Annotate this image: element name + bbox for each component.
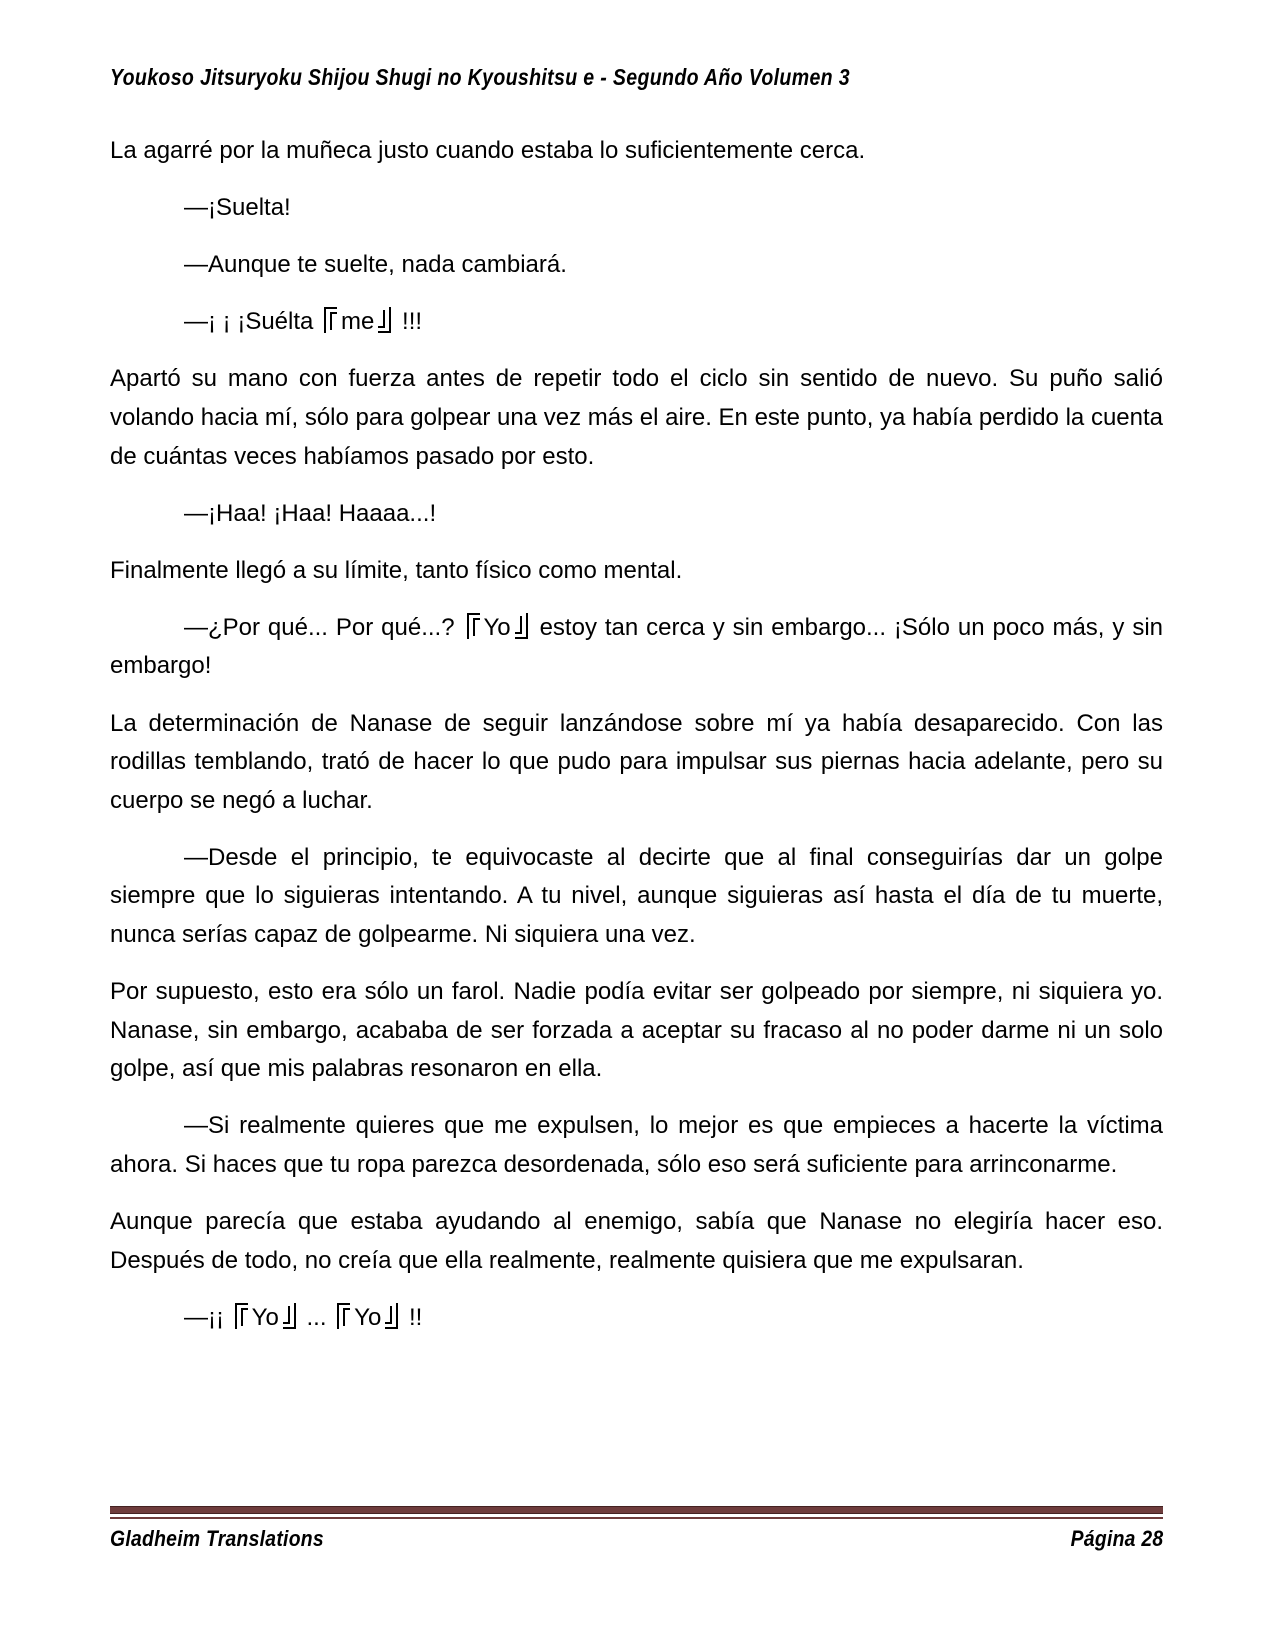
paragraph: La determinación de Nanase de seguir lanzándose sobre mí ya había desaparecido. Con las rodillas temblando, trató de hacer lo que pudo para impulsar sus piernas hacia adelante, pero su cuerpo se negó a luchar. bbox=[110, 709, 1163, 814]
dialogue-line: —Desde el principio, te equivocaste al decirte que al final conseguirías dar un golpe siempre que lo siguieras intentando. A tu nivel, aunque siguieras así hasta el día de tu muerte, nunca serías capaz de golpearme. Ni siquiera una vez. bbox=[110, 843, 1163, 948]
corner-bracket-open-icon bbox=[467, 612, 480, 640]
dialogue-line: —¡Suelta! bbox=[184, 194, 291, 222]
paragraph: La agarré por la muñeca justo cuando estaba lo suficientemente cerca. bbox=[110, 137, 866, 164]
corner-bracket-open-icon bbox=[324, 306, 337, 334]
corner-bracket-close-icon bbox=[515, 612, 528, 640]
corner-bracket-open-icon bbox=[337, 1302, 350, 1330]
dialogue-line: —¡¡ Yo ... Yo !! bbox=[184, 1303, 423, 1331]
dialogue-line: —¡ ¡ ¡Suélta me !!! bbox=[184, 308, 423, 336]
footer-page-number: Página 28 bbox=[1070, 1526, 1163, 1551]
corner-bracket-close-icon bbox=[283, 1302, 296, 1330]
paragraph: Finalmente llegó a su límite, tanto físico como mental. bbox=[110, 556, 683, 584]
footer-row bbox=[110, 1526, 1163, 1552]
paragraph: Por supuesto, esto era sólo un farol. Nadie podía evitar ser golpeado por siempre, ni siquiera yo. Nanase, sin embargo, acababa de ser forzada a aceptar su fracaso al no poder darme ni un solo golpe, así que mis palabras resonaron en ella. bbox=[110, 978, 1163, 1083]
corner-bracket-close-icon bbox=[378, 306, 391, 334]
page-footer bbox=[110, 1506, 1163, 1552]
paragraph: Apartó su mano con fuerza antes de repetir todo el ciclo sin sentido de nuevo. Su puño salió volando hacia mí, sólo para golpear una vez más el aire. En este punto, ya había perdido la cuenta de cuántas veces habíamos pasado por esto. bbox=[110, 365, 1163, 470]
page-body bbox=[110, 132, 1163, 1337]
dialogue-line: —Aunque te suelte, nada cambiará. bbox=[184, 251, 567, 279]
footer-rule-thin bbox=[110, 1517, 1163, 1519]
page-header bbox=[110, 62, 1163, 92]
dialogue-line: —Si realmente quieres que me expulsen, lo mejor es que empieces a hacerte la víctima ahora. Si haces que tu ropa parezca desordenada, sólo eso será suficiente para arrinconarme. bbox=[110, 1112, 1163, 1178]
footer-rule-thick bbox=[110, 1506, 1163, 1514]
footer-translator-credit: Gladheim Translations bbox=[110, 1526, 324, 1551]
paragraph: Aunque parecía que estaba ayudando al enemigo, sabía que Nanase no elegiría hacer eso. Después de todo, no creía que ella realmente, realmente quisiera que me expulsaran. bbox=[110, 1208, 1163, 1274]
corner-bracket-open-icon bbox=[235, 1302, 248, 1330]
corner-bracket-close-icon bbox=[385, 1302, 398, 1330]
dialogue-line: —¡Haa! ¡Haa! Haaaa...! bbox=[184, 499, 437, 527]
dialogue-line: —¿Por qué... Por qué...? Yo estoy tan cerca y sin embargo... ¡Sólo un poco más, y sin embargo! bbox=[110, 613, 1164, 680]
page-title: Youkoso Jitsuryoku Shijou Shugi no Kyoushitsu e - Segundo Año Volumen 3 bbox=[110, 64, 850, 90]
